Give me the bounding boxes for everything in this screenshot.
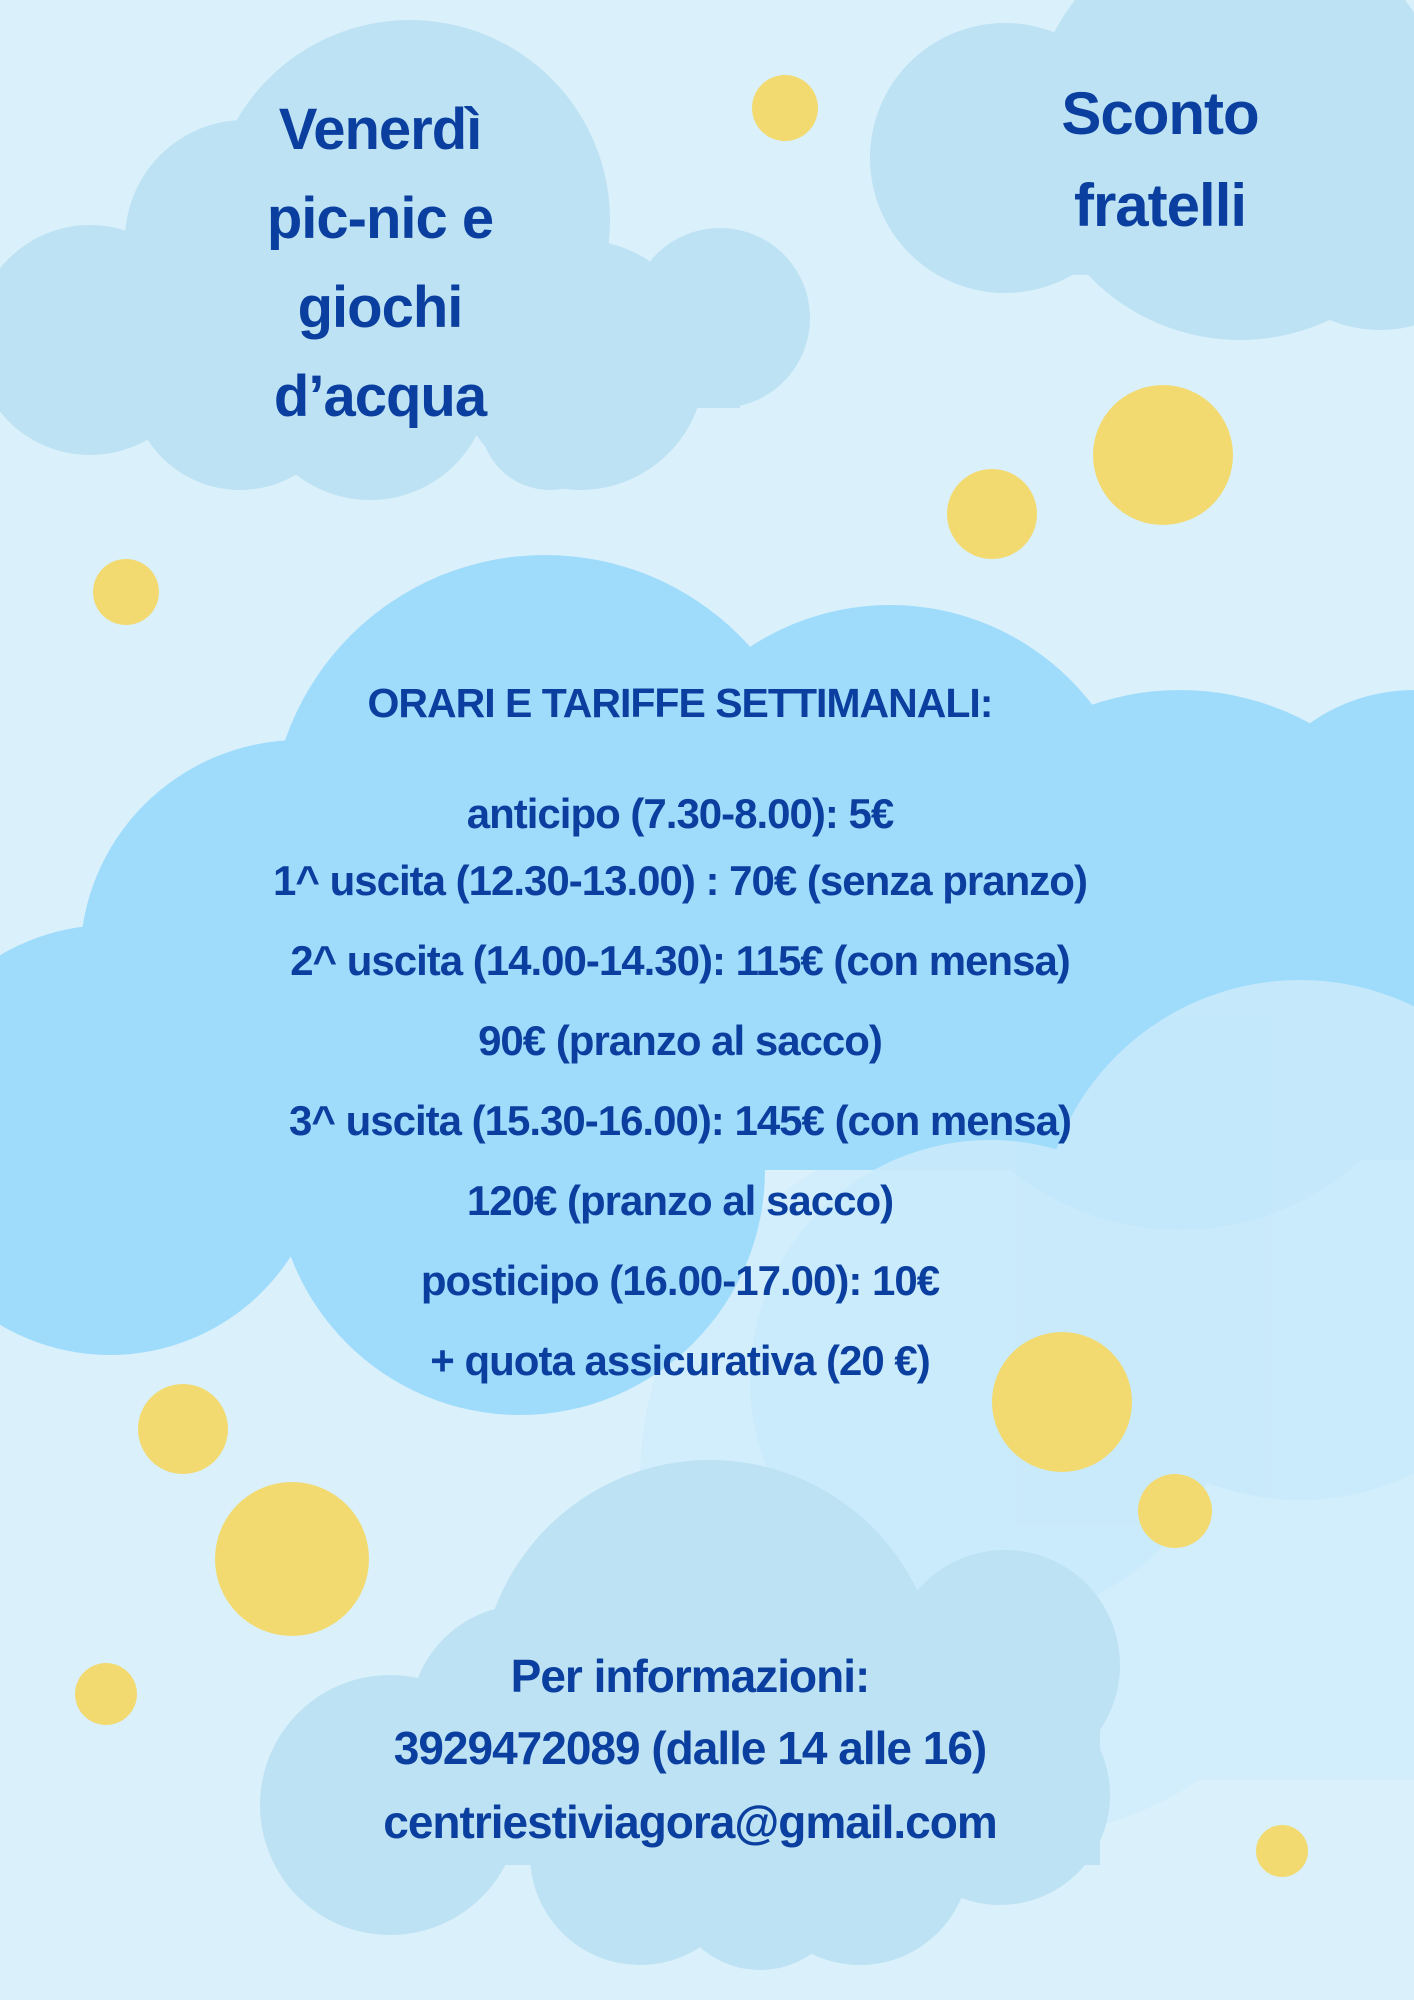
rate-line-third-exit: 3^ uscita (15.30-16.00): 145€ (con mensa) xyxy=(289,1097,1071,1144)
picnic-note-line: Venerdì xyxy=(278,97,482,162)
yellow-dot xyxy=(138,1384,228,1474)
info-email: centriestiviagora@gmail.com xyxy=(383,1796,997,1848)
picnic-note-line: giochi xyxy=(297,275,463,340)
rate-line-first-exit: 1^ uscita (12.30-13.00) : 70€ (senza pranzo) xyxy=(273,857,1087,904)
sibling-discount-note xyxy=(1020,68,1300,252)
rate-line-early-entry: anticipo (7.30-8.00): 5€ xyxy=(466,790,894,837)
yellow-dot xyxy=(947,469,1037,559)
info-phone: 3929472089 (dalle 14 alle 16) xyxy=(393,1722,987,1774)
yellow-dot xyxy=(1093,385,1233,525)
sibling-discount-line: fratelli xyxy=(1073,172,1247,239)
yellow-dot xyxy=(93,559,159,625)
rate-line-second-exit: 2^ uscita (14.00-14.30): 115€ (con mensa) xyxy=(290,937,1070,984)
rate-line-third-exit-packed-lunch: 120€ (pranzo al sacco) xyxy=(466,1177,894,1224)
rates-heading: ORARI E TARIFFE SETTIMANALI: xyxy=(367,680,993,726)
sibling-discount-line: Sconto xyxy=(1061,80,1259,147)
rate-line-second-exit-packed-lunch: 90€ (pranzo al sacco) xyxy=(478,1017,882,1064)
rate-line-insurance-fee: + quota assicurativa (20 €) xyxy=(430,1337,930,1384)
info-title: Per informazioni: xyxy=(510,1650,870,1702)
yellow-dot xyxy=(1138,1474,1212,1548)
yellow-dot xyxy=(752,75,818,141)
picnic-note-line: d’acqua xyxy=(273,364,487,429)
yellow-dot xyxy=(215,1482,369,1636)
picnic-note xyxy=(210,85,550,441)
yellow-dot xyxy=(1256,1825,1308,1877)
picnic-note-line: pic-nic e xyxy=(266,186,494,251)
rate-line-late-pickup: posticipo (16.00-17.00): 10€ xyxy=(420,1257,940,1304)
yellow-dot xyxy=(75,1663,137,1725)
